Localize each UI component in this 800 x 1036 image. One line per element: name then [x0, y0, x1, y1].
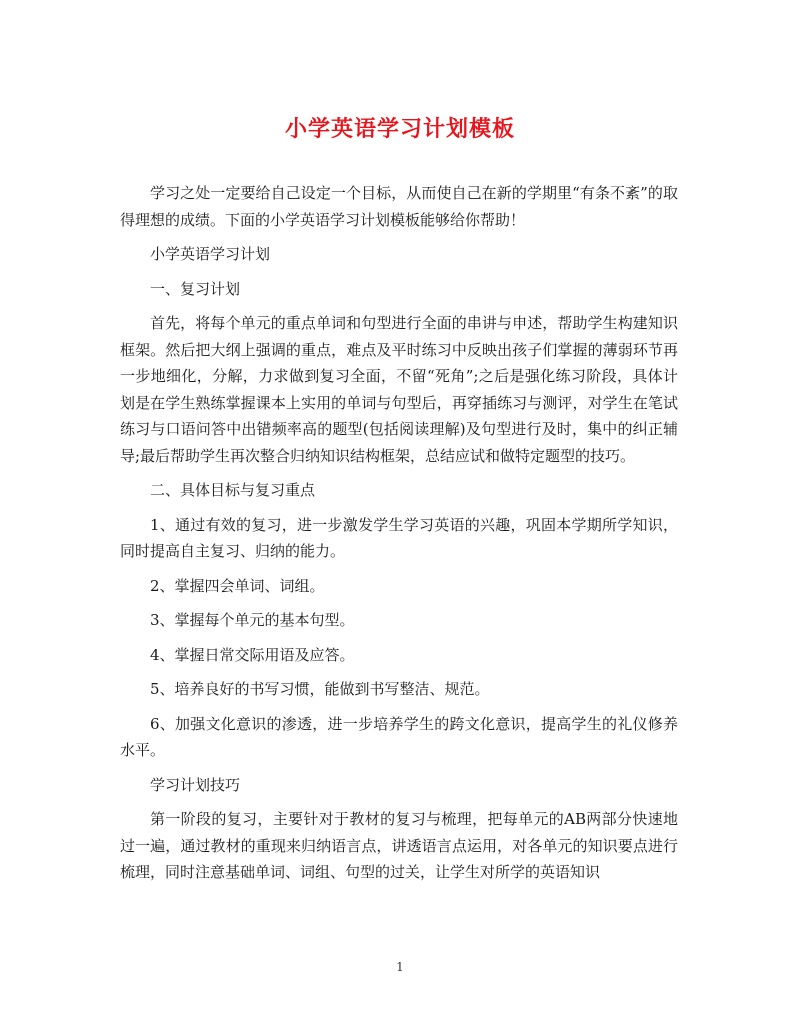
page-number: 1 — [396, 960, 404, 974]
list-item: 6、加强文化意识的渗透，进一步培养学生的跨文化意识，提高学生的礼仪修养水平。 — [120, 714, 678, 759]
section-heading: 学习计划技巧 — [150, 775, 241, 794]
list-item: 4、掌握日常交际用语及应答。 — [150, 645, 355, 664]
document-title: 小学英语学习计划模板 — [284, 116, 515, 142]
list-item: 5、培养良好的书写习惯，能做到书写整洁、规范。 — [150, 680, 490, 698]
section-heading: 一、复习计划 — [150, 279, 241, 298]
paragraph: 第一阶段的复习，主要针对于教材的复习与梳理，把每单元的AB两部分快速地过一遍，通过教材的重现来归纳语言点，讲透语言点运用，对各单元的知识要点进行梳理，同时注意基础单词、词组、句型的过关，让学生对所学的英语知识 — [120, 810, 678, 881]
document-body — [120, 180, 678, 894]
paragraph: 首先，将每个单元的重点单词和句型进行全面的串讲与申述，帮助学生构建知识框架。然后把大纲上强调的重点，难点及平时练习中反映出孩子们掌握的薄弱环节再一步地细化，分解，力求做到复习全面，不留“死角”;之后是强化练习阶段，具体计划是在学生熟练掌握课本上实用的单词与句型后，再穿插练习与测评，对学生在笔试练习与口语问答中出错频率高的题型(包括阅读理解)及句型进行及时，集中的纠正辅导;最后帮助学生再次整合归纳知识结构框架，总结应试和做特定题型的技巧。 — [120, 314, 678, 465]
list-item: 1、通过有效的复习，进一步激发学生学习英语的兴趣，巩固本学期所学知识，同时提高自主复习、归纳的能力。 — [120, 515, 678, 560]
list-item: 3、掌握每个单元的基本句型。 — [150, 611, 355, 629]
section-heading: 二、具体目标与复习重点 — [150, 481, 316, 499]
paragraph: 小学英语学习计划 — [150, 245, 271, 263]
paragraph: 学习之处一定要给自己设定一个目标，从而使自己在新的学期里“有条不紊”的取得理想的成绩。下面的小学英语学习计划模板能够给你帮助！ — [120, 184, 678, 229]
list-item: 2、掌握四会单词、词组。 — [150, 576, 325, 595]
